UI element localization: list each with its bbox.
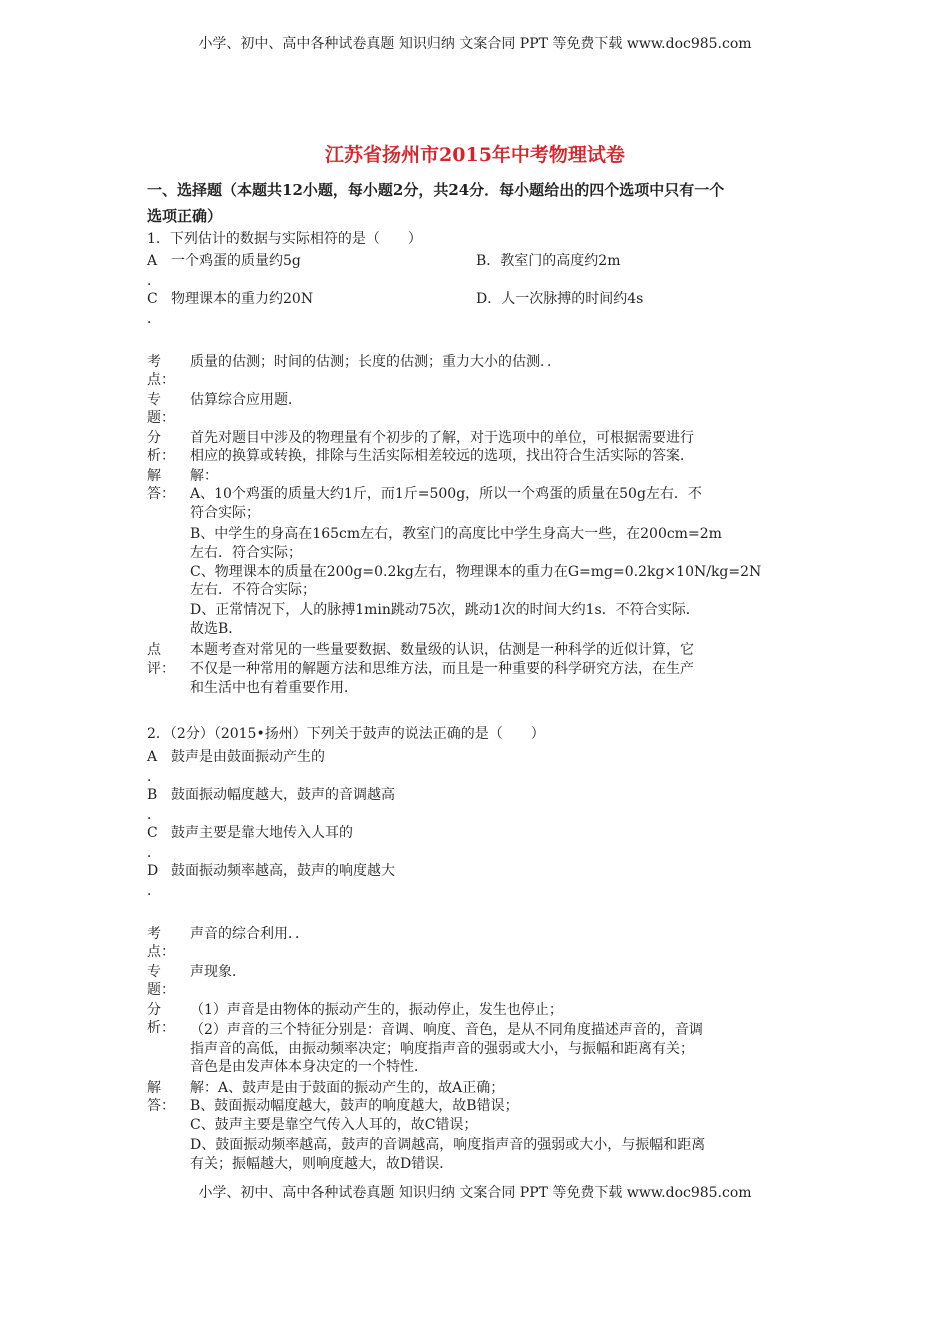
q2-option-c: 鼓声主要是靠大地传入人耳的	[171, 825, 353, 841]
q2-jieda-line5: 有关；振幅越大，则响度越大，故D错误．	[190, 1156, 454, 1172]
page-footer: 小学、初中、高中各种试卷真题 知识归纳 文案合同 PPT 等免费下载 www.doc985.com	[198, 1185, 752, 1201]
q1-zhuanti-label-1: 专	[147, 392, 161, 408]
q1-jieda-label-1: 解	[147, 468, 161, 484]
q1-jieda-line9: 故选B．	[190, 621, 243, 637]
q2-dot-b: ．	[147, 807, 161, 823]
q2-fenxi-line1: （1）声音是由物体的振动产生的，振动停止，发生也停止；	[190, 1002, 563, 1018]
q1-fenxi-label-2: 析：	[147, 448, 175, 464]
q1-dot-c: ．	[147, 311, 161, 327]
q2-dot-c: ．	[147, 845, 161, 861]
q1-jieda-line5: 左右．符合实际；	[190, 545, 302, 561]
q1-zhuanti: 估算综合应用题．	[190, 392, 302, 408]
section-heading-line2: 选项正确）	[147, 207, 223, 225]
q1-fenxi-line2: 相应的换算或转换，排除与生活实际相差较远的选项，找出符合生活实际的答案．	[190, 448, 694, 464]
q1-jieda-line8: D、正常情况下，人的脉搏1min跳动75次，跳动1次的时间大约1s．不符合实际．	[190, 602, 700, 618]
q1-jieda-line3: 符合实际；	[190, 505, 260, 521]
q1-stem: 1．下列估计的数据与实际相符的是（ ）	[147, 231, 422, 247]
q2-jieda-line4: D、鼓面振动频率越高，鼓声的音调越高，响度指声音的强弱或大小，与振幅和距离	[190, 1137, 706, 1153]
q1-option-b: B．教室门的高度约2m	[476, 253, 621, 269]
q2-letter-d: D	[147, 863, 159, 879]
q2-jieda-line2: B、鼓面振动幅度越大，鼓声的响度越大，故B错误；	[190, 1098, 519, 1114]
q2-jieda-label-1: 解	[147, 1080, 161, 1096]
q2-letter-c: C	[147, 825, 158, 841]
q2-zhuanti-label-1: 专	[147, 964, 161, 980]
page-title: 江苏省扬州市2015年中考物理试卷	[325, 144, 625, 166]
q1-jieda-label-2: 答：	[147, 486, 175, 502]
q2-zhuanti-label-2: 题：	[147, 982, 175, 998]
q1-jieda-line2: A、10个鸡蛋的质量大约1斤，而1斤=500g，所以一个鸡蛋的质量在50g左右．不	[190, 486, 702, 502]
q2-dot-d: ．	[147, 883, 161, 899]
q1-letter-c: C	[147, 291, 158, 307]
q2-kaodian: 声音的综合利用．．	[190, 926, 309, 942]
q1-fenxi-label-1: 分	[147, 430, 161, 446]
q2-letter-b: B	[147, 787, 158, 803]
q1-jieda-line4: B、中学生的身高在165cm左右，教室门的高度比中学生身高大一些，在200cm=2m	[190, 526, 722, 542]
q1-fenxi-line1: 首先对题目中涉及的物理量有个初步的了解，对于选项中的单位，可根据需要进行	[190, 430, 694, 446]
q1-kaodian-label-2: 点：	[147, 372, 175, 388]
q2-fenxi-line3: 指声音的高低，由振动频率决定；响度指声音的强弱或大小，与振幅和距离有关；	[190, 1041, 694, 1057]
q2-kaodian-label-2: 点：	[147, 944, 175, 960]
q1-option-a: 一个鸡蛋的质量约5g	[171, 253, 301, 269]
q2-fenxi-label-1: 分	[147, 1002, 161, 1018]
q1-option-d: D．人一次脉搏的时间约4s	[476, 291, 644, 307]
q1-option-c: 物理课本的重力约20N	[171, 291, 314, 307]
q2-fenxi-label-2: 析：	[147, 1020, 175, 1036]
q1-zhuanti-label-2: 题：	[147, 410, 175, 426]
q1-letter-a: A	[147, 253, 158, 269]
q1-jieda-line7: 左右．不符合实际；	[190, 582, 316, 598]
q2-option-a: 鼓声是由鼓面振动产生的	[171, 749, 325, 765]
page-header: 小学、初中、高中各种试卷真题 知识归纳 文案合同 PPT 等免费下载 www.doc985.com	[198, 36, 752, 52]
q1-dot-a: ．	[147, 273, 161, 289]
q1-dianping-line3: 和生活中也有着重要作用．	[190, 680, 358, 696]
q2-option-d: 鼓面振动频率越高，鼓声的响度越大	[171, 863, 395, 879]
q2-zhuanti: 声现象．	[190, 964, 246, 980]
q2-fenxi-line4: 音色是由发声体本身决定的一个特性．	[190, 1059, 428, 1075]
q1-dianping-label-2: 评：	[147, 661, 175, 677]
q1-jieda-line1: 解：	[190, 468, 218, 484]
q2-jieda-line1: 解：A、鼓声是由于鼓面的振动产生的，故A正确；	[190, 1080, 505, 1096]
section-heading-line1: 一、选择题（本题共12小题，每小题2分，共24分．每小题给出的四个选项中只有一个	[147, 181, 725, 199]
q2-jieda-label-2: 答：	[147, 1098, 175, 1114]
q2-kaodian-label-1: 考	[147, 926, 161, 942]
q1-dianping-label-1: 点	[147, 642, 161, 658]
q1-dianping-line2: 不仅是一种常用的解题方法和思维方法，而且是一种重要的科学研究方法，在生产	[190, 661, 694, 677]
q1-kaodian-label-1: 考	[147, 354, 161, 370]
q2-option-b: 鼓面振动幅度越大，鼓声的音调越高	[171, 787, 395, 803]
q1-kaodian: 质量的估测；时间的估测；长度的估测；重力大小的估测．．	[190, 354, 561, 370]
q2-dot-a: ．	[147, 769, 161, 785]
q2-jieda-line3: C、鼓声主要是靠空气传入人耳的，故C错误；	[190, 1117, 478, 1133]
q2-fenxi-line2: （2）声音的三个特征分别是：音调、响度、音色，是从不同角度描述声音的，音调	[190, 1022, 703, 1038]
q1-dianping-line1: 本题考查对常见的一些量要数据、数量级的认识，估测是一种科学的近似计算，它	[190, 642, 694, 658]
q1-jieda-line6: C、物理课本的质量在200g=0.2kg左右，物理课本的重力在G=mg=0.2kg×10N/kg=2N	[190, 564, 762, 580]
q2-letter-a: A	[147, 749, 158, 765]
q2-stem: 2．（2分）（2015•扬州）下列关于鼓声的说法正确的是（ ）	[147, 726, 545, 742]
